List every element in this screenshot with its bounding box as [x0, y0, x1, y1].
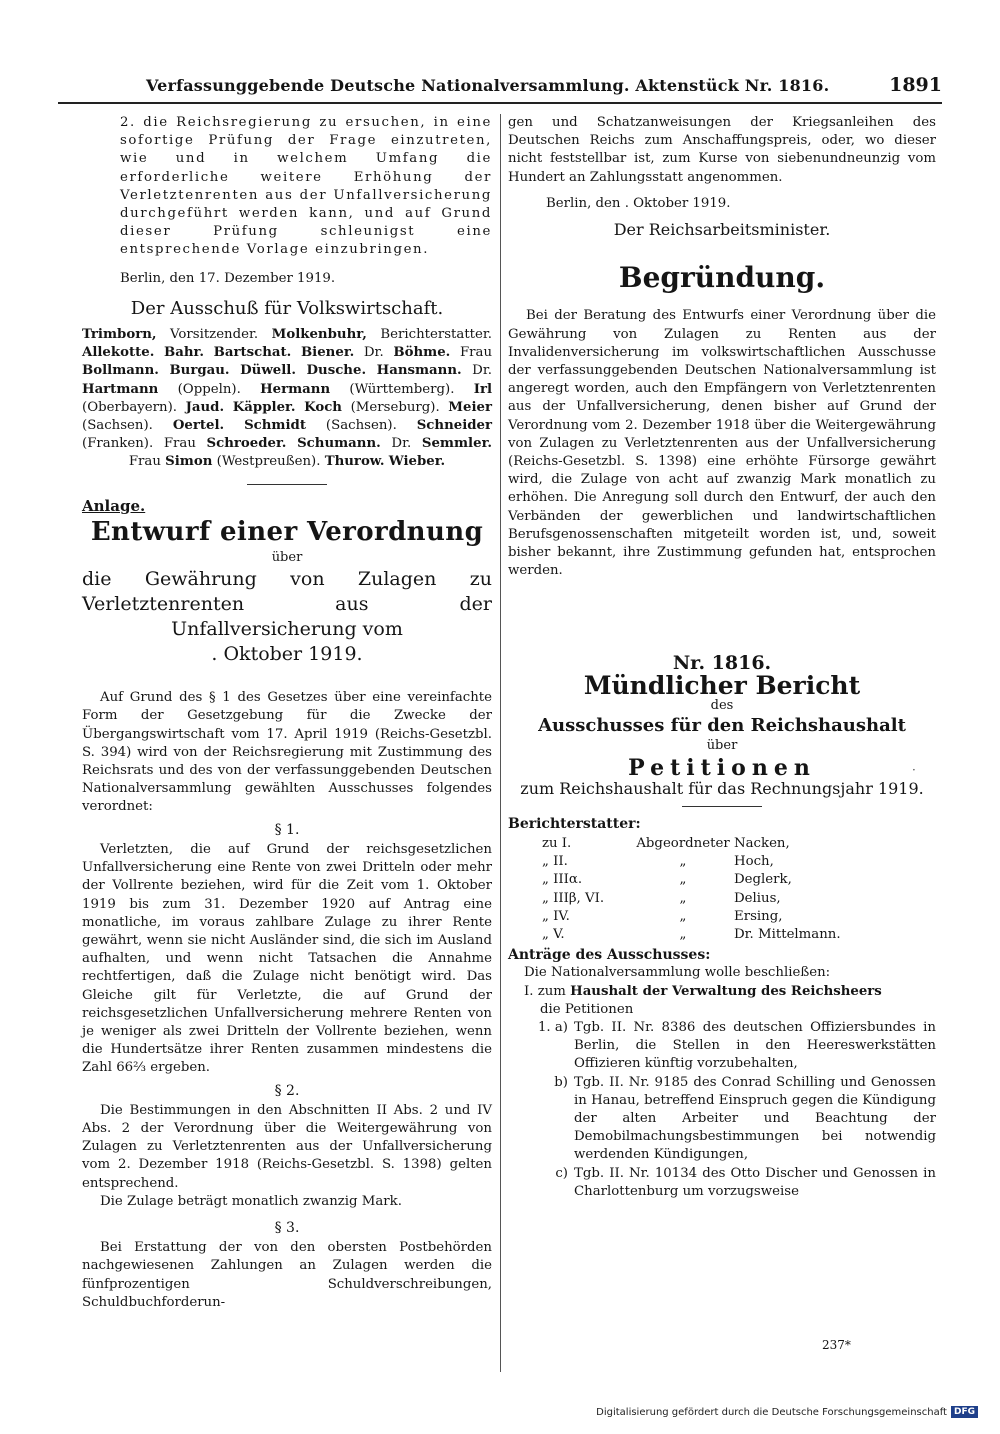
petition-item	[508, 1165, 936, 1201]
signature-mark: 237*	[822, 1338, 851, 1352]
rapporteur-name: Deglerk,	[734, 872, 792, 888]
rapporteur-role: „	[679, 872, 687, 888]
rapporteur-role: „	[679, 854, 687, 870]
left-column	[82, 114, 492, 1312]
member-name: Burgau.	[169, 363, 230, 379]
member-note: Berichterstatter.	[366, 327, 492, 343]
member-note	[295, 400, 304, 415]
rapporteur-name: Dr. Mittelmann.	[734, 927, 841, 943]
rapporteur-role: „	[679, 908, 687, 924]
member-note	[159, 363, 170, 378]
rapporteur-name: Hoch,	[734, 854, 774, 870]
member-name: Biener.	[300, 345, 355, 361]
rapporteur-role: „	[679, 927, 687, 943]
motion-item-1-sub: die Petitionen	[540, 1001, 634, 1017]
member-note	[224, 400, 233, 415]
minister-signature: Der Reichsarbeitsminister.	[613, 220, 831, 240]
rapporteur-zu: „ IIIβ, VI.	[542, 890, 605, 906]
member-note: (Württemberg).	[330, 381, 474, 397]
motions-label: Anträge des Ausschusses:	[508, 947, 711, 964]
rapporteur-zu: „ V.	[542, 927, 565, 943]
section-2-amount: Die Zulage beträgt monatlich zwanzig Mark.	[100, 1193, 402, 1209]
preamble: Auf Grund des § 1 des Gesetzes über eine vereinfachte Form der Gesetzgebung für die Zwecke der Übergangswirtschaft vom 17. April 1919 (Reichs-Gesetzbl. S. 394) wird von der Reichsregierung mit Zustimmung des Reichsrats und des von der verfassunggebenden Deutschen Nationalversammlung gewählten Ausschusses folgendes verordnet:	[82, 690, 492, 815]
member-name: Hartmann	[82, 381, 159, 397]
member-note: Dr.	[380, 436, 422, 452]
header-title: Verfassunggebende Deutsche Nationalversammlung. Aktenstück Nr. 1816.	[146, 76, 830, 95]
member-note	[291, 345, 301, 360]
rapporteur-row	[542, 908, 936, 926]
rapporteur-row	[542, 853, 936, 871]
member-note: (Sachsen).	[82, 418, 173, 434]
section-rule	[682, 806, 762, 807]
member-name: Schneider	[416, 418, 493, 434]
rapporteur-zu: „ IIIα.	[542, 872, 583, 888]
member-name: Böhme.	[393, 345, 451, 361]
motion-item-1-prefix: I. zum	[524, 983, 571, 999]
member-note: Dr.	[354, 345, 394, 361]
member-note: (Oppeln).	[158, 381, 261, 397]
member-note	[296, 363, 307, 378]
continuation-text: gen und Schatzanweisungen der Kriegsanleihen des Deutschen Reichs zum Anschaffungspreis, oder, wo dieser nicht feststellbar ist, zum Kurse von siebenundneunzig vom Hundert an Zahlungsstatt angenommen.	[508, 115, 936, 185]
member-note: Dr.	[461, 363, 492, 379]
member-name: Bahr.	[164, 345, 204, 361]
member-note: Frau	[450, 345, 493, 361]
member-name: Hermann	[260, 381, 331, 397]
report-ueber: über	[706, 738, 738, 754]
rapporteur-role: Abgeordneter	[636, 836, 730, 852]
petition-label: c)	[555, 1165, 568, 1181]
member-name: Käppler.	[232, 399, 296, 415]
committee-name: Der Ausschuß für Volkswirtschaft.	[130, 297, 444, 319]
member-note: (Oberbayern).	[82, 399, 186, 415]
member-name: Bollmann.	[82, 363, 159, 379]
minister-date: Berlin, den . Oktober 1919.	[546, 195, 731, 211]
member-note	[230, 363, 241, 378]
report-des: des	[710, 697, 734, 713]
running-header	[58, 70, 942, 104]
member-note	[286, 436, 297, 451]
digitization-footer	[596, 1406, 978, 1418]
member-name: Meier	[448, 399, 492, 415]
motion-item-1	[508, 983, 936, 1001]
page-number: 1891	[889, 74, 942, 96]
rapporteur-name: Nacken,	[734, 836, 790, 852]
member-name: Schroeder.	[206, 436, 287, 452]
member-note	[366, 363, 377, 378]
member-name: Molkenbuhr,	[271, 327, 367, 343]
member-name: Irl	[473, 381, 492, 397]
rapporteur-row	[542, 835, 936, 853]
member-name: Semmler.	[421, 436, 492, 452]
anlage-heading: Anlage.	[82, 496, 146, 515]
member-note: (Westpreußen).	[212, 454, 325, 470]
begruendung-text: Bei der Beratung des Entwurfs einer Verordnung über die Gewährung von Zulagen zu Renten aus der Invalidenversicherung im volkswirtschaftlichen Ausschusse der verfassunggebenden Deutschen Nationalversammlung ist angeregt worden, auch den Empfängern von Verletztenrenten aus der Unfallversicherung, denen bisher auf Grund der Verordnung vom 2. Dezember 1918 über die Weitergewährung von Zulagen zu Verletztenrenten aus der Unfallversicherung (Reichs-Gesetzbl. S. 1398) eine erhöhte Fürsorge gewährt wird, die Zulage von acht auf zwanzig Mark monatlich zu erhöhen. Die Anregung soll durch den Entwurf, der auch den Verbänden der gewerblichen und landwirtschaftlichen Berufsgenossenschaften mitgeteilt worden ist, und, soweit bisher bekannt, ihre Zustimmung gefunden hat, entsprochen werden.	[508, 308, 936, 579]
fiscal-year-line: zum Reichshaushalt für das Rechnungsjahr 1919.	[520, 778, 924, 798]
motion-item-1-subject: Haushalt der Verwaltung des Reichsheers	[570, 983, 882, 999]
right-column	[508, 114, 936, 1201]
member-note	[154, 345, 164, 360]
section-rule	[247, 484, 327, 485]
rapporteurs-label: Berichterstatter:	[508, 815, 641, 832]
member-name: Wieber.	[388, 454, 446, 470]
rapporteur-zu: „ IV.	[542, 908, 570, 924]
member-name: Oertel.	[172, 418, 225, 434]
petition-label: b)	[554, 1074, 568, 1090]
member-name: Bartschat.	[213, 345, 292, 361]
petitions-list	[508, 1019, 936, 1201]
rapporteur-name: Ersing,	[734, 908, 783, 924]
member-note: Frau	[128, 454, 166, 470]
rapporteur-zu: „ II.	[542, 854, 568, 870]
member-name: Dusche.	[306, 363, 367, 379]
draft-title: Entwurf einer Verordnung	[90, 516, 484, 547]
draft-subtitle: die Gewährung von Zulagen zu Verletztenrenten aus der Unfallversicherung vom	[82, 568, 492, 641]
stray-mark: ·	[912, 763, 916, 777]
report-title: Mündlicher Bericht	[583, 670, 861, 700]
member-name: Trimborn,	[82, 327, 157, 343]
rapporteur-row	[542, 871, 936, 889]
dfg-logo-icon: DFG	[951, 1406, 978, 1418]
member-name: Simon	[165, 454, 213, 470]
member-note: Vorsitzender.	[156, 327, 272, 343]
member-note	[224, 418, 244, 433]
section-2-text: Die Bestimmungen in den Abschnitten II Abs. 2 und IV Abs. 2 der Verordnung über die Weitergewährung von Zulagen zu Verletztenrenten aus der Unfallversicherung vom 2. Dezember 1918 (Reichs-Gesetzbl. S. 1398) gelten entsprechend.	[82, 1102, 492, 1191]
member-name: Allekotte.	[82, 345, 155, 361]
member-name: Schumann.	[297, 436, 381, 452]
motion-intro: Die Nationalversammlung wolle beschließen:	[524, 965, 831, 981]
petition-text: Tgb. II. Nr. 8386 des deutschen Offiziersbundes in Berlin, die Stellen in den Heereswerkstätten Offizieren künftig vorzubehalten,	[574, 1020, 936, 1072]
member-name: Thurow.	[324, 454, 385, 470]
petition-text: Tgb. II. Nr. 9185 des Conrad Schilling und Genossen in Hanau, betreffend Einspruch gegen die Kündigung der alten Arbeiter und Beachtung der Demobilmachungsbestimmungen bei notwendig werdenden Kündigungen,	[574, 1074, 936, 1163]
column-divider	[500, 114, 501, 1372]
member-name: Jaud.	[185, 399, 225, 415]
rapporteurs-list	[542, 835, 936, 944]
committee-title: Ausschusses für den Reichshaushalt	[538, 715, 906, 737]
committee-date: Berlin, den 17. Dezember 1919.	[120, 270, 336, 286]
draft-ueber: über	[271, 550, 303, 566]
footer-text: Digitalisierung gefördert durch die Deutsche Forschungsgemeinschaft	[596, 1406, 947, 1418]
document-number: Nr. 1816.	[672, 652, 772, 675]
rapporteur-zu: zu I.	[542, 836, 572, 852]
petition-item	[508, 1019, 936, 1074]
section-1-heading: § 1.	[274, 821, 300, 838]
committee-members	[82, 326, 492, 472]
member-name: Schmidt	[244, 418, 306, 434]
section-2-heading: § 2.	[274, 1082, 300, 1099]
member-name: Düwell.	[240, 363, 296, 379]
member-note: (Franken). Frau	[82, 436, 207, 452]
rapporteur-row	[542, 926, 936, 944]
draft-date: . Oktober 1919.	[211, 643, 363, 666]
section-1-text: Verletzten, die auf Grund der reichsgesetzlichen Unfallversicherung eine Rente von zwei Dritteln oder mehr der Vollrente beziehen, wird für die Zeit vom 1. Oktober 1919 bis zum 31. Dezember 1920 auf Antrag eine monatliche, im voraus zahlbare Zulage zu ihrer Rente gewährt, wenn sie nicht Ausländer sind, die sich im Ausland aufhalten, und wenn nicht Tatsachen die Annahme rechtfertigen, daß die Zulage nicht benötigt wird. Das Gleiche gilt für Verletzte, die auf Grund der reichsgesetzlichen Unfallversicherung mehrere Renten von je weniger als zwei Dritteln der Vollrente beziehen, wenn die Hundertsätze ihrer Renten zusammen mindestens die Zahl 66⅔ ergeben.	[82, 841, 492, 1076]
petition-item	[508, 1074, 936, 1165]
item-2-paragraph: 2. die Reichsregierung zu ersuchen, in eine sofortige Prüfung der Frage einzutreten, wie und in welchem Umfang die erforderliche weitere Erhöhung der Verletztenrenten aus der Unfallversicherung durchgeführt werden kann, und auf Grund dieser Prüfung schleunigst eine entsprechende Vorlage einzubringen.	[120, 115, 492, 258]
member-name: Koch	[304, 399, 342, 415]
petition-label: 1. a)	[537, 1020, 568, 1036]
member-name: Hansmann.	[376, 363, 462, 379]
rapporteur-role: „	[679, 890, 687, 906]
petition-text: Tgb. II. Nr. 10134 des Otto Discher und Genossen in Charlottenburg um vorzugsweise	[574, 1165, 936, 1199]
section-3-text: Bei Erstattung der von den obersten Postbehörden nachgewiesenen Zahlungen an Zulagen werden die fünfprozentigen Schuldverschreibungen, Schuldbuchforderun-	[82, 1240, 492, 1310]
begruendung-heading: Begründung.	[618, 261, 826, 295]
rapporteur-name: Delius,	[734, 890, 781, 906]
petitions-heading: Petitionen	[628, 755, 816, 782]
rapporteur-row	[542, 890, 936, 908]
member-note: (Sachsen).	[306, 418, 417, 434]
member-note: (Merseburg).	[341, 399, 449, 415]
section-3-heading: § 3.	[274, 1219, 300, 1236]
member-note	[204, 345, 214, 360]
